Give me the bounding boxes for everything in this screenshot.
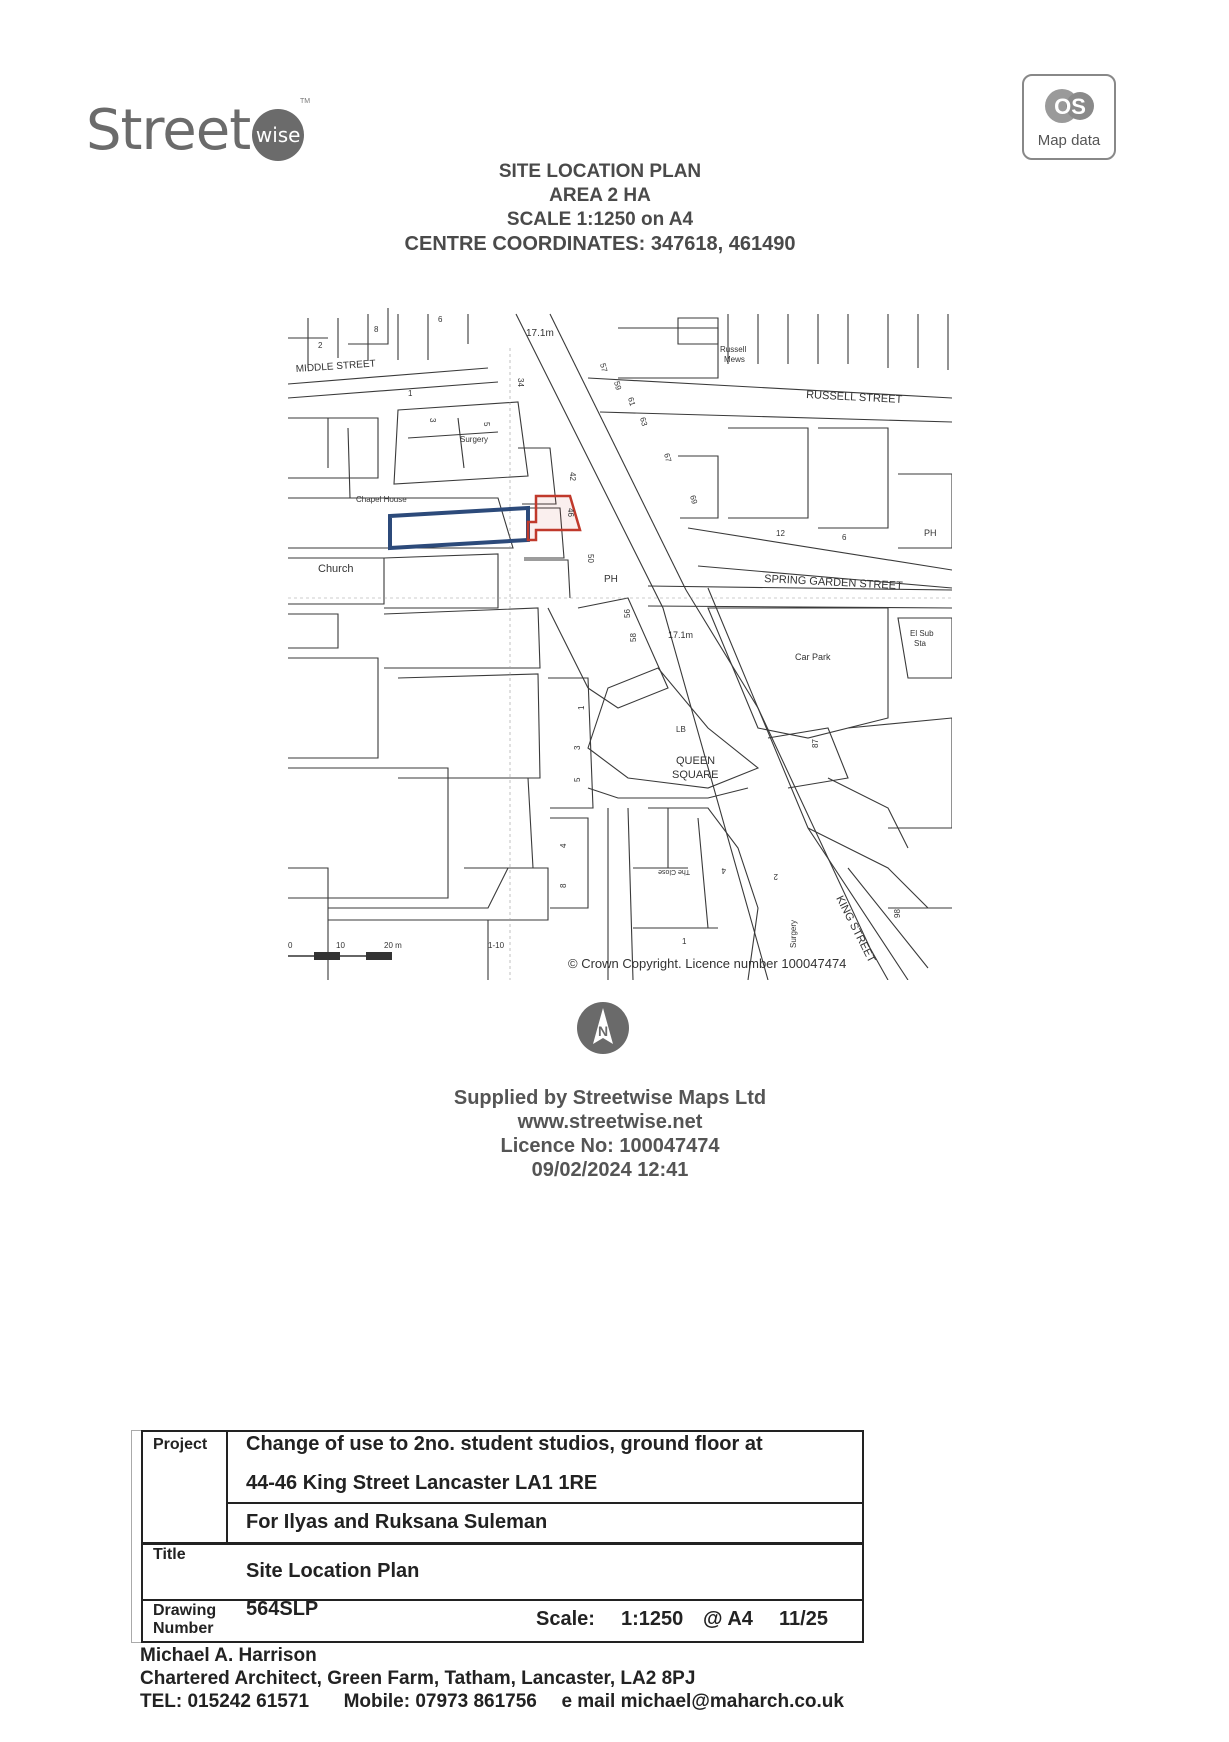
spot-height-top: 17.1m	[526, 328, 554, 339]
architect-details	[140, 1644, 844, 1713]
ordnance-survey-logo-icon	[1044, 84, 1096, 128]
scale-mid: 10	[336, 941, 345, 950]
house-number: 58	[629, 633, 638, 642]
logo-badge-text: wise	[255, 123, 301, 147]
label-queen: QUEEN	[676, 755, 716, 767]
label-king-street: KING STREET	[833, 893, 878, 965]
os-label: Map data	[1037, 132, 1101, 149]
label-surgery-bottom: Surgery	[789, 919, 798, 948]
house-number: 1	[408, 389, 413, 398]
red-site-boundary	[528, 496, 580, 540]
architect-email: e mail michael@maharch.co.uk	[561, 1691, 844, 1712]
site-map	[288, 308, 952, 980]
number-label: Number	[153, 1620, 214, 1637]
divider	[141, 1430, 143, 1642]
streetwise-logo	[86, 96, 304, 166]
north-letter: N	[597, 1023, 609, 1039]
scale-bar	[288, 941, 402, 960]
house-number: 3	[428, 418, 437, 423]
house-number: 50	[586, 554, 595, 563]
house-number: 61	[626, 396, 638, 408]
label-ph-right: PH	[924, 528, 937, 538]
divider	[141, 1641, 864, 1643]
heading-title: SITE LOCATION PLAN	[498, 161, 702, 182]
label-lb: LB	[676, 725, 686, 734]
supplier-licence: Licence No: 100047474	[500, 1135, 720, 1157]
house-number: 87	[811, 739, 820, 748]
paper-size: @ A4	[703, 1608, 753, 1630]
os-mark-text: OS	[1054, 94, 1086, 119]
house-number: 3	[573, 745, 582, 750]
house-number: 8	[374, 325, 379, 334]
house-number: 2	[773, 872, 778, 881]
label-mews: Mews	[724, 355, 745, 364]
divider	[141, 1542, 864, 1545]
project-line-2: 44-46 King Street Lancaster LA1 1RE	[246, 1472, 598, 1494]
house-number: 63	[638, 416, 650, 428]
label-surgery-top: Surgery	[460, 435, 489, 444]
drawing-number: 564SLP	[246, 1598, 319, 1620]
title-value: Site Location Plan	[246, 1560, 420, 1582]
os-map-data-badge	[1022, 74, 1116, 160]
project-label: Project	[153, 1436, 208, 1453]
divider	[141, 1430, 864, 1432]
crown-copyright: © Crown Copyright. Licence number 100047474	[568, 956, 847, 971]
label-square: SQUARE	[672, 769, 719, 781]
scale-value: 1:1250	[621, 1608, 684, 1630]
house-number: 42	[568, 472, 577, 481]
architect-tel: TEL: 015242 61571	[140, 1691, 310, 1712]
house-number: 1	[577, 705, 586, 710]
divider	[226, 1430, 228, 1542]
label-el-sub: El Sub	[910, 629, 934, 638]
spot-height-middle: 17.1m	[668, 630, 694, 640]
house-number: 4	[721, 866, 726, 875]
house-number: 6	[438, 315, 443, 324]
project-line-3: For Ilyas and Ruksana Suleman	[246, 1511, 548, 1533]
architect-contact	[140, 1690, 844, 1713]
architect-mobile: Mobile: 07973 861756	[343, 1691, 537, 1712]
title-label: Title	[153, 1546, 186, 1563]
heading-scale: SCALE 1:1250 on A4	[506, 209, 694, 230]
house-number: 34	[516, 378, 525, 387]
logo-badge	[252, 109, 304, 161]
house-number: 12	[776, 529, 785, 538]
logo-trademark: TM	[300, 98, 311, 105]
scale-label: Scale:	[536, 1608, 595, 1630]
divider	[226, 1502, 864, 1504]
supplier-website: www.streetwise.net	[517, 1111, 703, 1133]
label-car-park: Car Park	[795, 652, 831, 662]
architect-address: Chartered Architect, Green Farm, Tatham, Lancaster, LA2 8PJ	[140, 1668, 696, 1689]
supplier-info	[420, 1086, 800, 1182]
house-number: 5	[573, 777, 582, 782]
house-number: 6	[842, 533, 847, 542]
house-number: 69	[688, 494, 700, 506]
house-number: 1	[682, 937, 687, 946]
house-number: 98	[893, 909, 902, 918]
house-number: 56	[623, 609, 632, 618]
supplier-timestamp: 09/02/2024 12:41	[531, 1159, 689, 1181]
label-church: Church	[318, 563, 354, 575]
house-number: 5	[482, 422, 491, 427]
title-block	[131, 1430, 864, 1643]
plan-heading	[330, 160, 870, 256]
north-arrow-icon	[575, 1000, 631, 1056]
architect-name: Michael A. Harrison	[140, 1645, 317, 1666]
house-number: 57	[598, 362, 610, 374]
map-linework	[288, 308, 952, 980]
supplier-name: Supplied by Streetwise Maps Ltd	[453, 1087, 767, 1109]
label-chapel-house: Chapel House	[356, 495, 407, 504]
house-number: 46	[566, 508, 575, 517]
title-block-frame	[131, 1430, 864, 1643]
house-number: 8	[559, 883, 568, 888]
heading-area: AREA 2 HA	[549, 185, 651, 206]
house-number: 4	[559, 843, 568, 848]
label-ph-center: PH	[604, 574, 618, 585]
heading-coordinates: CENTRE COORDINATES: 347618, 461490	[404, 233, 796, 255]
label-sta: Sta	[914, 639, 927, 648]
house-number: 67	[662, 452, 674, 464]
label-russell-street: RUSSELL STREET	[805, 389, 903, 407]
house-number: 59	[612, 380, 624, 392]
project-line-1: Change of use to 2no. student studios, ground floor at	[246, 1433, 763, 1455]
label-russell: Russell	[720, 345, 747, 354]
divider	[862, 1430, 864, 1642]
label-middle-street: MIDDLE STREET	[295, 358, 377, 375]
label-spring-garden-street: SPRING GARDEN STREET	[763, 573, 904, 593]
scale-start: 0	[288, 941, 293, 950]
label-the-close: The Close	[658, 868, 690, 875]
house-number: 2	[318, 341, 323, 350]
drawing-label: Drawing	[153, 1602, 217, 1619]
house-number: 1-10	[488, 941, 505, 950]
drawing-date: 11/25	[779, 1608, 828, 1630]
logo-word: Street	[86, 98, 251, 163]
scale-end: 20 m	[384, 941, 402, 950]
